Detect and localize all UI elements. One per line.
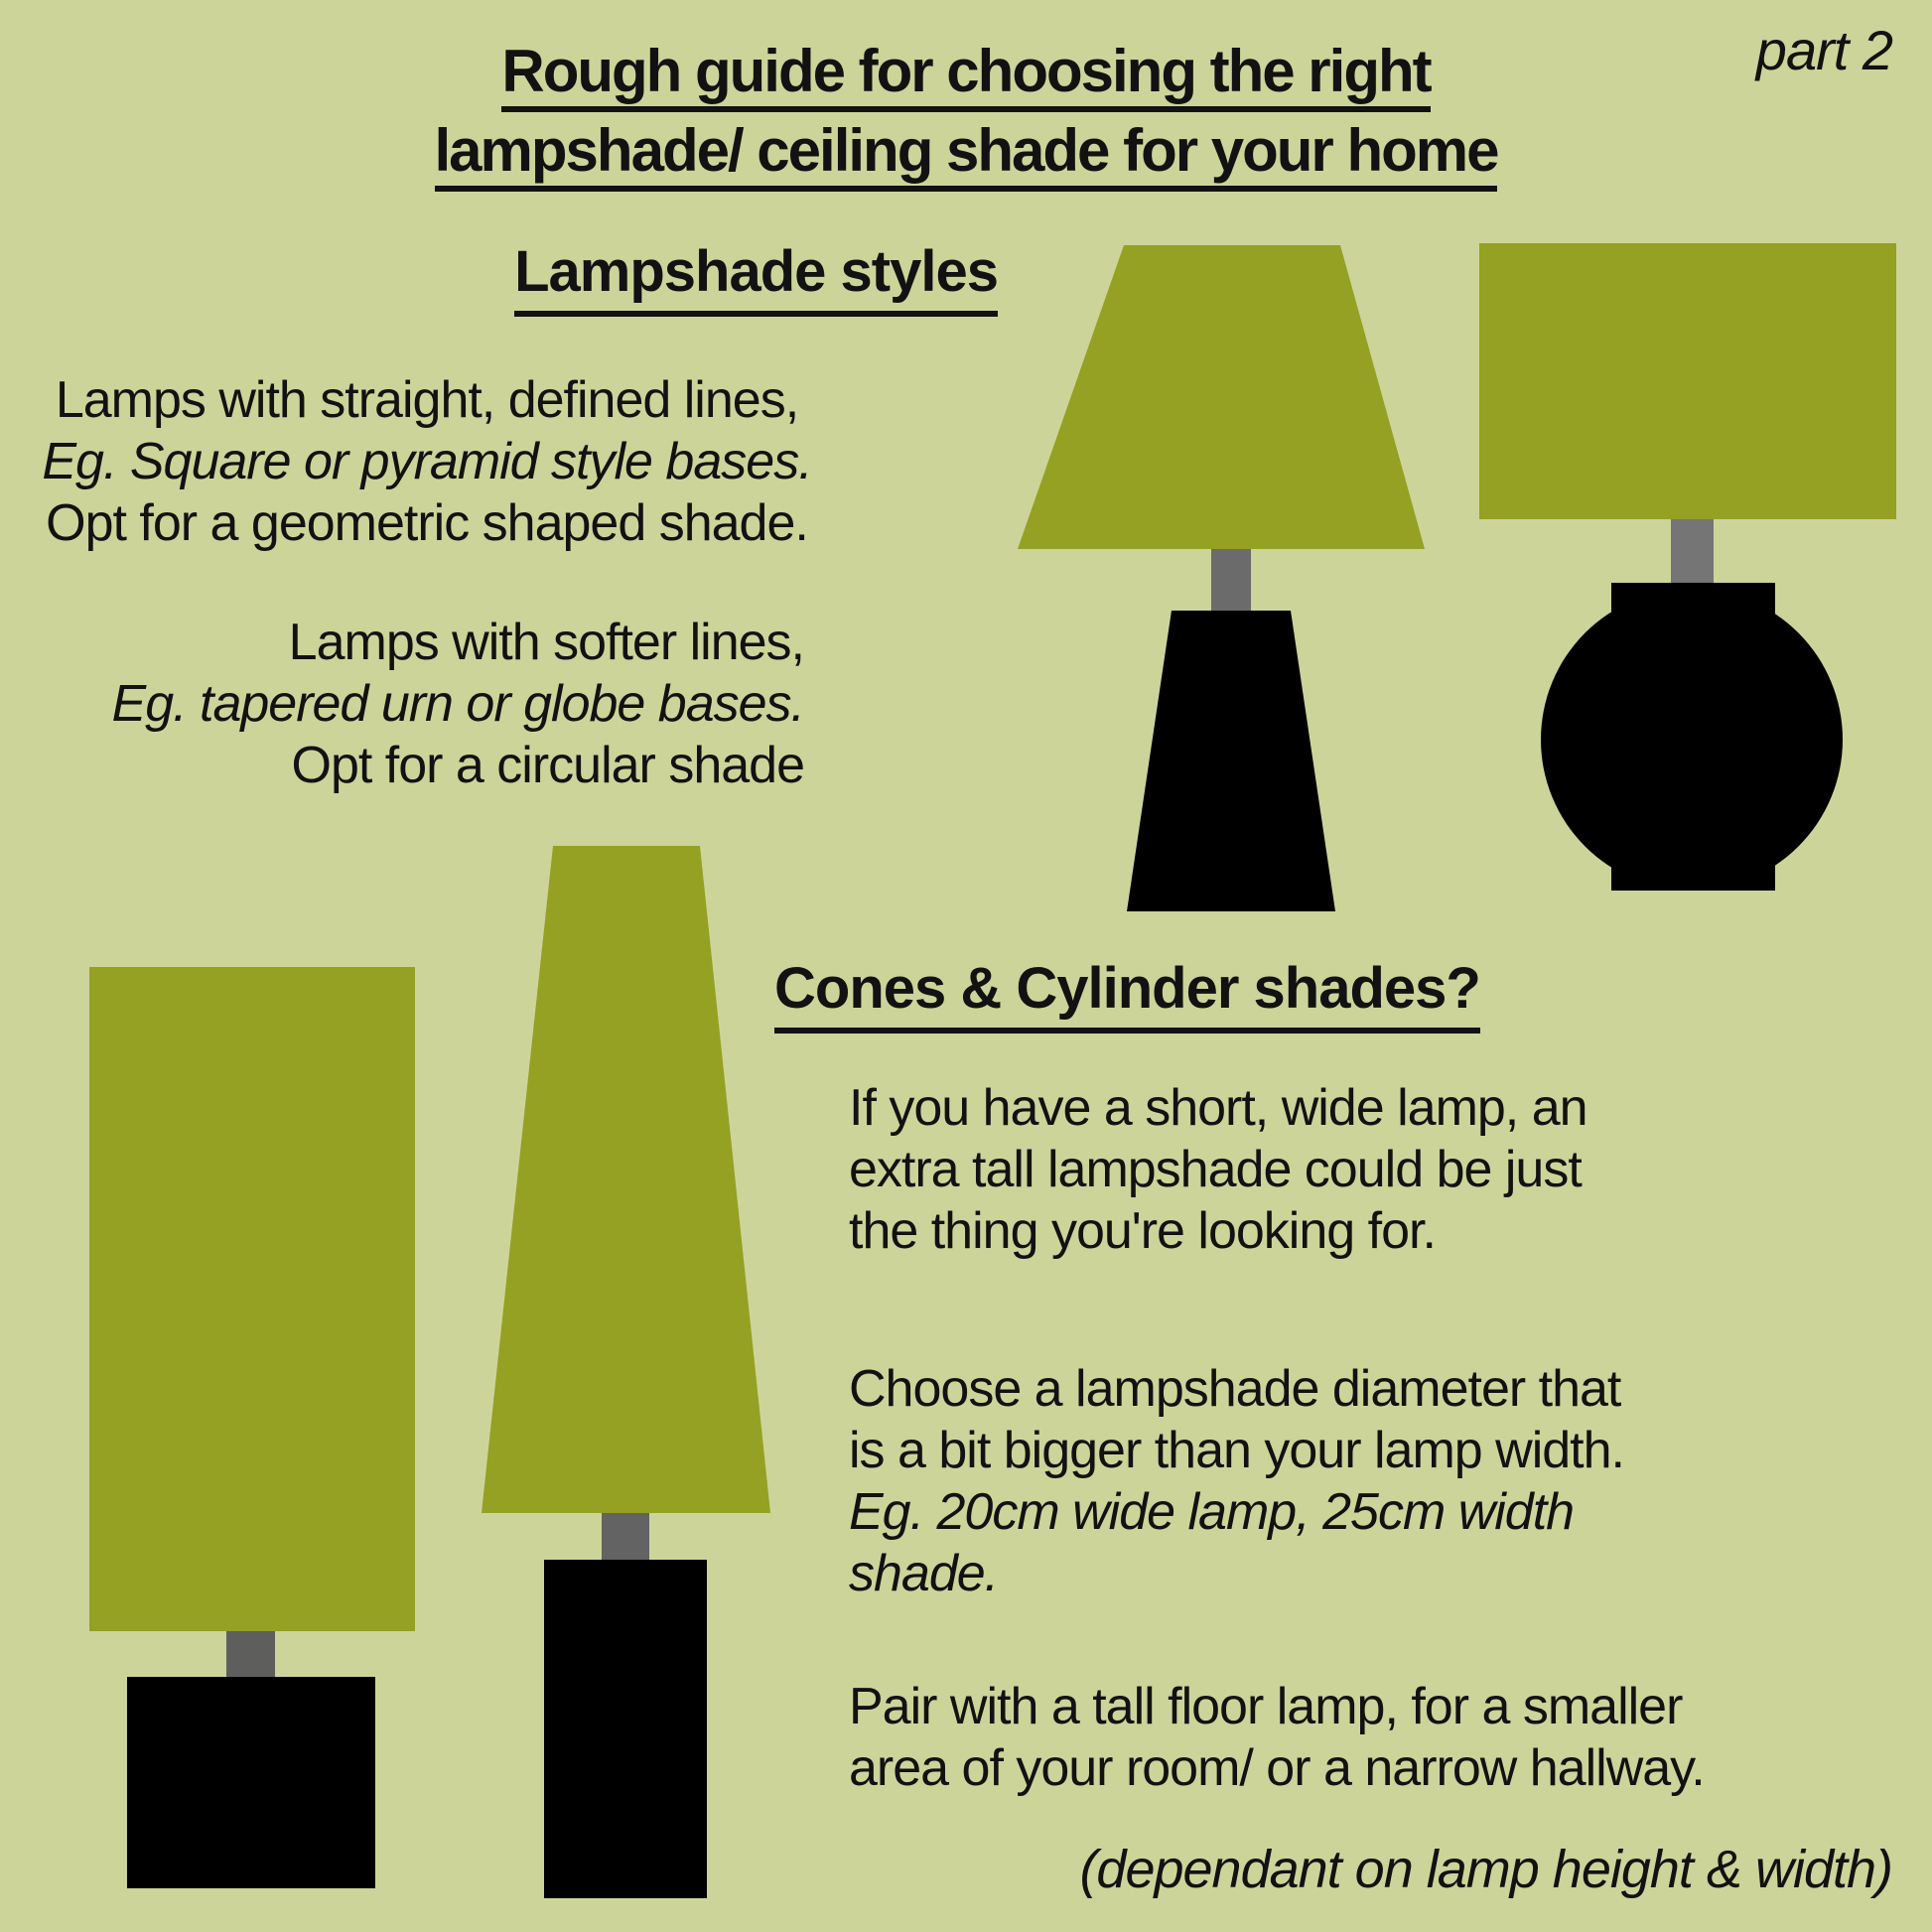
page-title: [0, 38, 1932, 201]
lamp-stem: [602, 1513, 649, 1560]
tall-cone-lampshade: [482, 846, 770, 1513]
short-wide-lamp-paragraph: [849, 1077, 1862, 1262]
lamp-stem: [226, 1631, 275, 1677]
softer-lines-paragraph: [40, 612, 804, 796]
cone-floor-lamp: [482, 846, 770, 1898]
block-lamp-base: [127, 1677, 375, 1888]
page-title-line1: [0, 38, 1932, 121]
paragraph-line: Opt for a geometric shaped shade.: [46, 494, 808, 552]
lamp-stem: [1211, 549, 1251, 611]
rectangle-shade-lamp: [89, 967, 415, 1888]
lamp-stem: [1671, 519, 1714, 583]
page-title-line2-text: lampshade/ ceiling shade for your home: [435, 121, 1498, 192]
straight-lines-paragraph: [40, 369, 814, 554]
cones-cylinder-heading-text: Cones & Cylinder shades?: [774, 955, 1480, 1034]
lampshade-styles-heading: [0, 238, 998, 317]
table-lamp-trapezoid: [1018, 245, 1425, 911]
paragraph-line: Choose a lampshade diameter that: [849, 1360, 1621, 1418]
large-rectangle-lampshade: [89, 967, 415, 1631]
paragraph-line: extra tall lampshade could be just: [849, 1141, 1582, 1198]
floor-lamp-paragraph: [849, 1676, 1901, 1799]
paragraph-line-italic: Eg. Square or pyramid style bases.: [42, 433, 812, 490]
paragraph-line-italic: shade.: [849, 1545, 999, 1602]
paragraph-line-italic: Eg. tapered urn or globe bases.: [111, 675, 804, 733]
dependant-note: (dependant on lamp height & width): [1079, 1840, 1892, 1899]
page-title-line1-text: Rough guide for choosing the right: [501, 42, 1430, 112]
paragraph-line: area of your room/ or a narrow hallway.: [849, 1739, 1705, 1797]
paragraph-line: is a bit bigger than your lamp width.: [849, 1422, 1624, 1479]
page-title-line2: [0, 117, 1932, 201]
paragraph-line-italic: Eg. 20cm wide lamp, 25cm width: [849, 1483, 1575, 1541]
globe-base-lamp: [1479, 243, 1896, 891]
trapezoid-lampshade: [1018, 245, 1425, 549]
cylinder-lamp-base: [544, 1560, 707, 1898]
paragraph-line: the thing you're looking for.: [849, 1202, 1436, 1260]
paragraph-line: Pair with a tall floor lamp, for a smaller: [849, 1678, 1683, 1735]
paragraph-line: Opt for a circular shade: [291, 737, 804, 794]
rectangle-lampshade: [1479, 243, 1896, 519]
part-label: part 2: [1755, 19, 1892, 81]
paragraph-line: If you have a short, wide lamp, an: [849, 1079, 1587, 1137]
paragraph-line: Lamps with straight, defined lines,: [55, 371, 799, 429]
lampshade-styles-heading-text: Lampshade styles: [514, 238, 998, 317]
diameter-paragraph: [849, 1358, 1862, 1604]
globe-base: [1541, 583, 1843, 891]
paragraph-line: Lamps with softer lines,: [288, 614, 804, 671]
tapered-urn-base: [1127, 611, 1335, 911]
cones-cylinder-heading: [774, 955, 1480, 1034]
